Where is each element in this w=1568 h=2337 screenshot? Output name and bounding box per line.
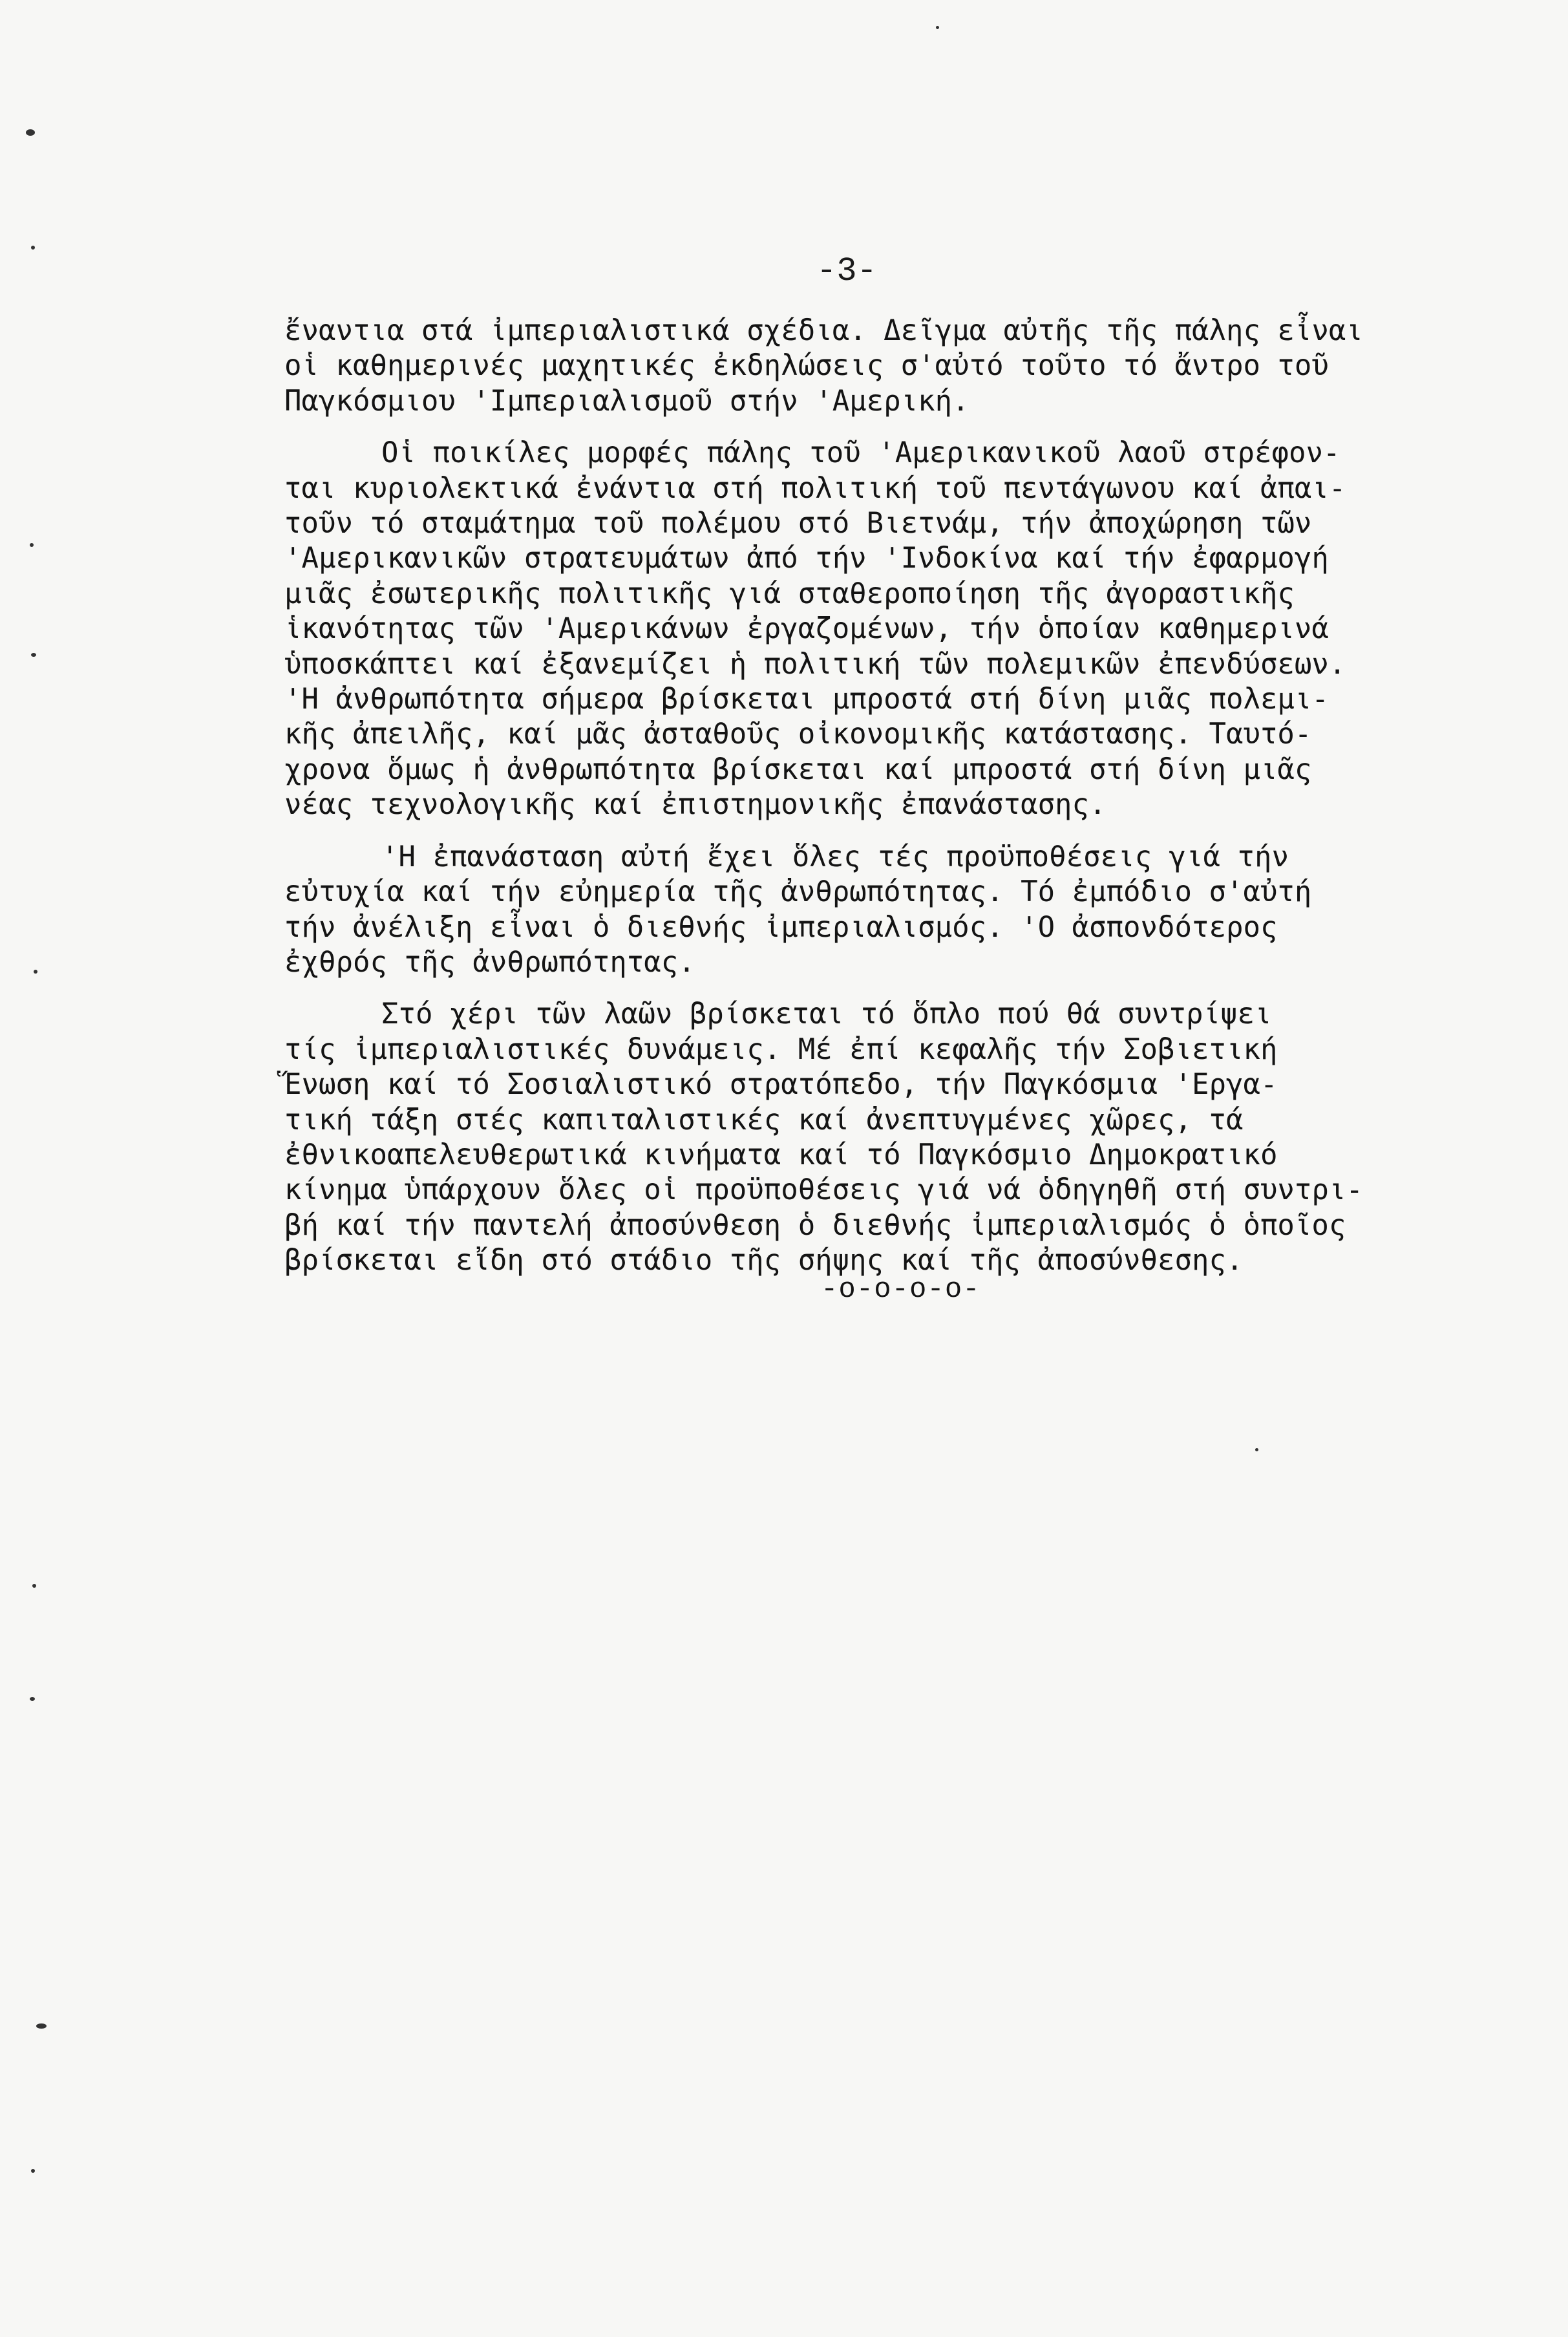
paragraph: [284, 314, 1545, 419]
scan-speck: [30, 543, 34, 547]
text-line: βρίσκεται εἴδη στό στάδιο τῆς σήψης καί τῆς ἀποσύνθεσης.: [284, 1244, 1244, 1277]
text-line: μιᾶς ἐσωτερικῆς πολιτικῆς γιά σταθεροποίηση τῆς ἀγοραστικῆς: [284, 577, 1295, 610]
paragraph: [284, 997, 1545, 1278]
body-text: [284, 314, 1545, 1279]
text-line: νέας τεχνολογικῆς καί ἐπιστημονικῆς ἐπανάστασης.: [284, 788, 1107, 822]
scan-speck: [936, 26, 939, 29]
text-line: ἐθνικοαπελευθερωτικά κινήματα καί τό Παγκόσμιο Δημοκρατικό: [284, 1138, 1278, 1171]
text-line: Παγκόσμιου 'Ιμπεριαλισμοῦ στήν 'Αμερική.: [284, 384, 969, 418]
text-line: ἱκανότητας τῶν 'Αμερικάνων ἐργαζομένων, τήν ὁποίαν καθημερινά: [284, 612, 1329, 646]
text-line: ὑποσκάπτει καί ἐξανεμίζει ἡ πολιτική τῶν πολεμικῶν ἐπενδύσεων.: [284, 647, 1346, 681]
text-line: χρονα ὅμως ἡ ἀνθρωπότητα βρίσκεται καί μπροστά στή δίνη μιᾶς: [284, 752, 1312, 786]
text-line: Ἕνωση καί τό Σοσιαλιστικό στρατόπεδο, τήν Παγκόσμια 'Εργα-: [284, 1068, 1278, 1102]
text-line: 'Η ἐπανάσταση αὐτή ἔχει ὅλες τές προϋποθέσεις γιά τήν: [381, 840, 1289, 873]
scan-speck: [30, 1697, 35, 1701]
end-separator: -o-o-o-o-: [821, 1274, 980, 1306]
text-line: οἱ καθημερινές μαχητικές ἐκδηλώσεις σ'αὐτό τοῦτο τό ἄντρο τοῦ: [284, 349, 1329, 383]
scan-speck: [26, 129, 35, 136]
text-line: ἐχθρός τῆς ἀνθρωπότητας.: [284, 945, 695, 979]
text-line: ται κυριολεκτικά ἐνάντια στή πολιτική τοῦ πεντάγωνου καί ἀπαι-: [284, 471, 1346, 505]
text-line: 'Η ἀνθρωπότητα σήμερα βρίσκεται μπροστά στή δίνη μιᾶς πολεμι-: [284, 683, 1329, 716]
scan-speck: [1255, 1448, 1258, 1451]
text-line: τική τάξη στές καπιταλιστικές καί ἀνεπτυγμένες χῶρες, τά: [284, 1103, 1244, 1136]
text-line: τήν ἀνέλιξη εἶναι ὁ διεθνής ἰμπεριαλισμός. 'Ο ἀσπονδότερος: [284, 910, 1278, 944]
scan-speck: [31, 653, 36, 657]
scan-speck: [31, 246, 35, 250]
paragraph: [284, 840, 1545, 981]
text-line: Στό χέρι τῶν λαῶν βρίσκεται τό ὅπλο πού θά συντρίψει: [381, 998, 1272, 1031]
text-line: τίς ἰμπεριαλιστικές δυνάμεις. Μέ ἐπί κεφαλῆς τήν Σοβιετική: [284, 1032, 1278, 1066]
text-line: βή καί τήν παντελή ἀποσύνθεση ὁ διεθνής ἰμπεριαλισμός ὁ ὁποῖος: [284, 1208, 1346, 1242]
text-line: 'Αμερικανικῶν στρατευμάτων ἀπό τήν 'Ινδοκίνα καί τήν ἐφαρμογή: [284, 542, 1329, 575]
text-line: ἔναντια στά ἰμπεριαλιστικά σχέδια. Δεῖγμα αὐτῆς τῆς πάλης εἶναι: [284, 314, 1363, 347]
scan-speck: [32, 1584, 36, 1588]
text-line: τοῦν τό σταμάτημα τοῦ πολέμου στό Βιετνάμ, τήν ἀποχώρηση τῶν: [284, 507, 1312, 540]
text-line: εὐτυχία καί τήν εὐημερία τῆς ἀνθρωπότητας. Τό ἐμπόδιο σ'αὐτή: [284, 875, 1312, 909]
text-line: κίνημα ὑπάρχουν ὅλες οἱ προϋποθέσεις γιά νά ὁδηγηθῆ στή συντρι-: [284, 1173, 1363, 1207]
text-line: κῆς ἀπειλῆς, καί μᾶς ἀσταθοῦς οἰκονομικῆς κατάστασης. Ταυτό-: [284, 718, 1312, 751]
paragraph: [284, 436, 1545, 822]
page-number: -3-: [816, 252, 877, 290]
scan-speck: [34, 970, 37, 974]
scan-speck: [36, 2023, 47, 2029]
scan-speck: [31, 2169, 35, 2173]
text-line: Οἱ ποικίλες μορφές πάλης τοῦ 'Αμερικανικοῦ λαοῦ στρέφον-: [381, 436, 1340, 470]
